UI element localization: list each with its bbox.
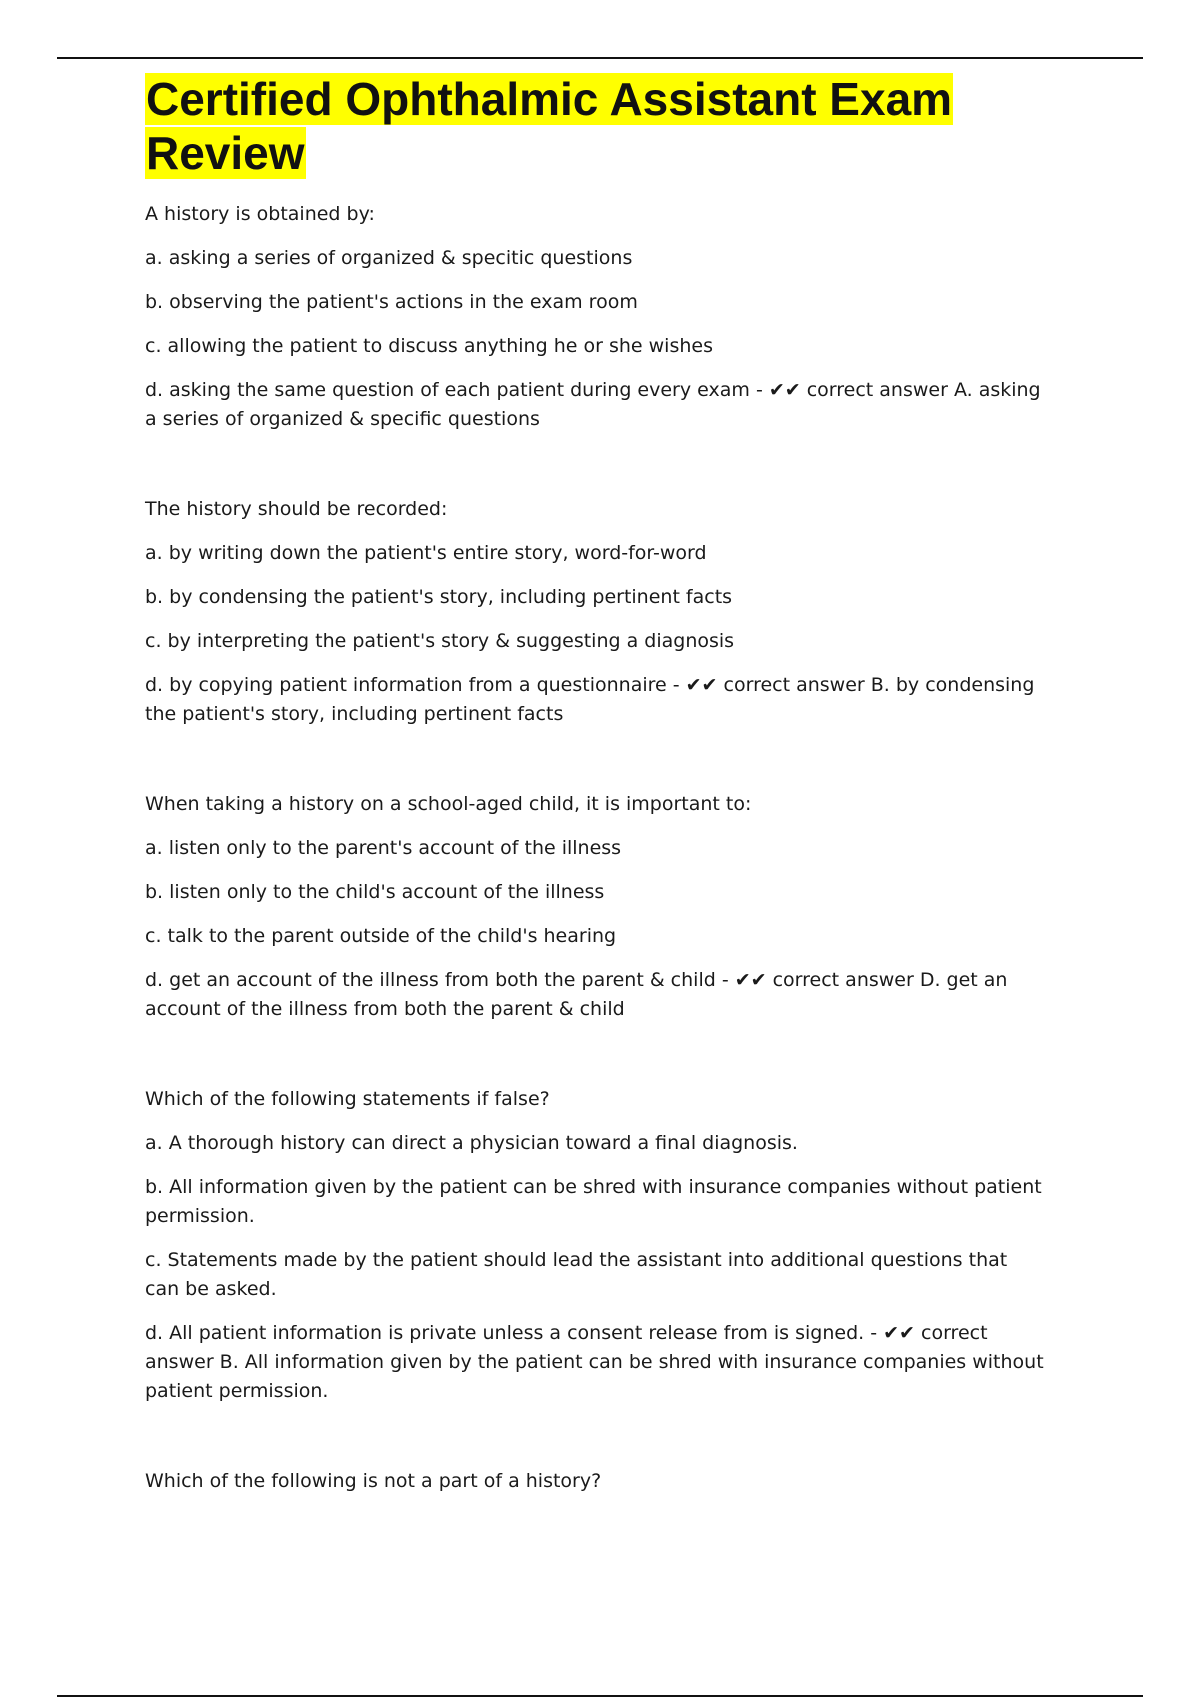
answer-option: c. by interpreting the patient's story & suggesting a diagnosis [145,630,735,652]
question-block [145,1467,1045,1496]
answer-option: c. Statements made by the patient should lead the assistant into additional questions that can be asked. [145,1249,1008,1300]
question-block [145,790,1045,1024]
answer-option-with-correct-answer: d. by copying patient information from a questionnaire - ✔✔ correct answer B. by condensing the patient's story, including pertinent facts [145,674,1035,725]
answer-option: b. listen only to the child's account of the illness [145,881,605,903]
answer-option-with-correct-answer: d. asking the same question of each patient during every exam - ✔✔ correct answer A. asking a series of organized & specific questions [145,379,1041,430]
question-block [145,1085,1045,1406]
question-stem: The history should be recorded: [145,498,448,520]
answer-option: a. A thorough history can direct a physician toward a final diagnosis. [145,1132,798,1154]
question-stem: When taking a history on a school-aged child, it is important to: [145,793,752,815]
question-stem: Which of the following is not a part of a history? [145,1470,602,1492]
bottom-rule [57,1695,1143,1697]
answer-option: c. allowing the patient to discuss anything he or she wishes [145,335,713,357]
answer-option: b. All information given by the patient can be shred with insurance companies without patient permission. [145,1176,1042,1227]
answer-option: a. asking a series of organized & specitic questions [145,247,633,269]
answer-option: b. by condensing the patient's story, including pertinent facts [145,586,733,608]
question-stem: A history is obtained by: [145,203,375,225]
answer-option: a. by writing down the patient's entire story, word-for-word [145,542,707,564]
answer-option: b. observing the patient's actions in the exam room [145,291,638,313]
answer-option: a. listen only to the parent's account of the illness [145,837,622,859]
answer-option: c. talk to the parent outside of the child's hearing [145,925,617,947]
answer-option-with-correct-answer: d. All patient information is private unless a consent release from is signed. - ✔✔ correct answer B. All information given by the patient can be shred with insurance companies without patient permission. [145,1322,1044,1402]
top-rule [57,57,1143,59]
question-stem: Which of the following statements if false? [145,1088,550,1110]
document-body [145,72,1045,1511]
page-title-text: Certified Ophthalmic Assistant Exam Review [146,73,953,179]
page-title [145,72,1045,180]
question-block [145,200,1045,434]
answer-option-with-correct-answer: d. get an account of the illness from both the parent & child - ✔✔ correct answer D. get an account of the illness from both the parent & child [145,969,1008,1020]
question-block [145,495,1045,729]
